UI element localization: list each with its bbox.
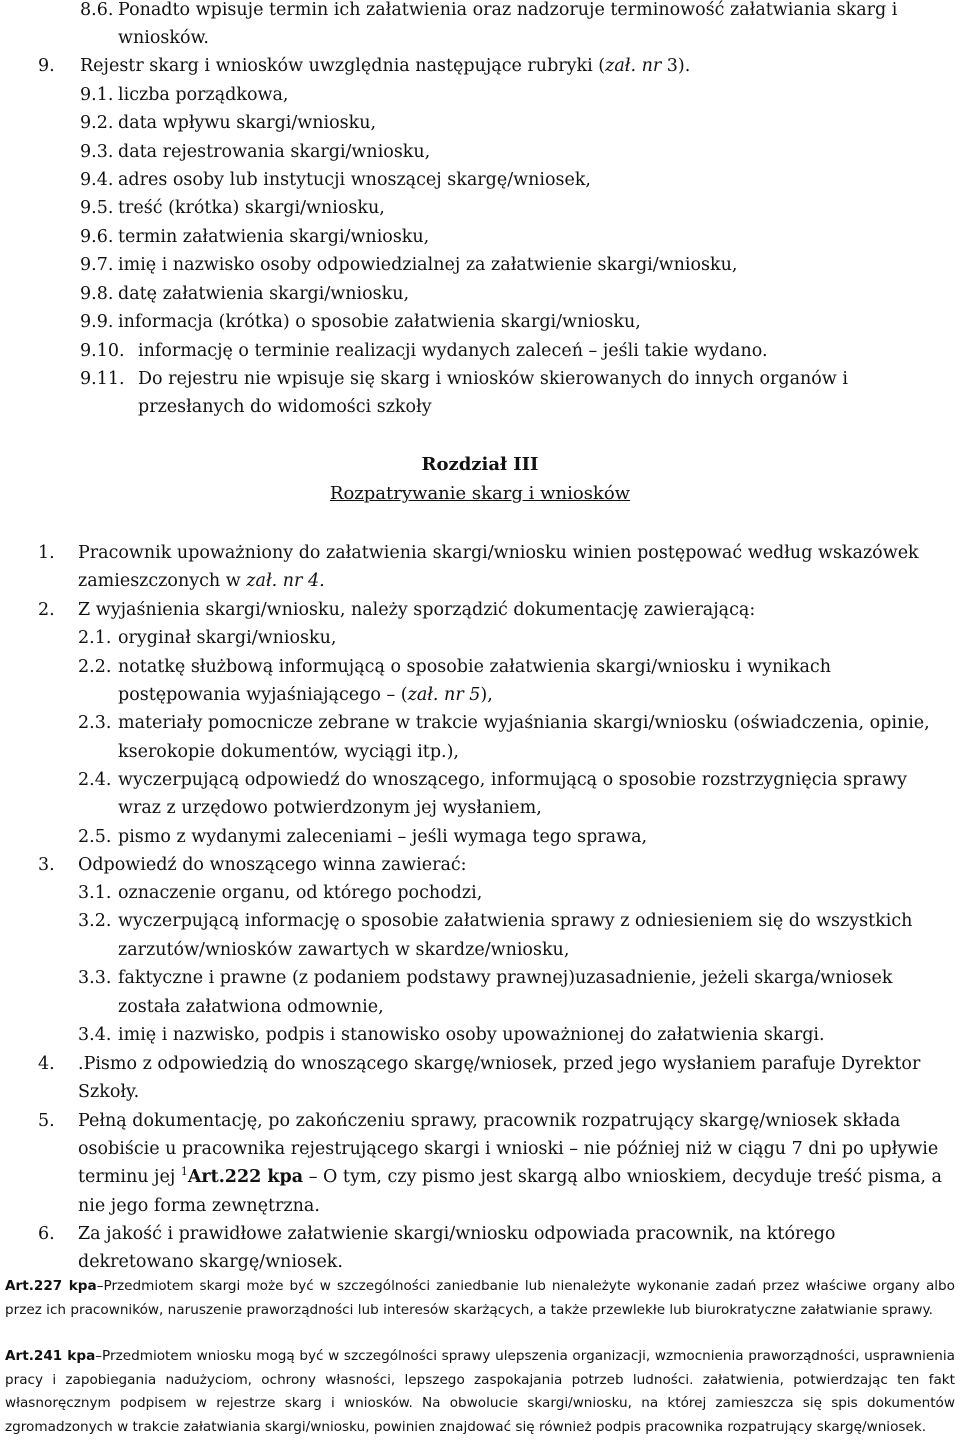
item-9-7 — [80, 251, 737, 279]
point-1 — [38, 539, 919, 567]
item-number: 9.1. — [80, 85, 114, 105]
point-6-cont — [78, 1248, 343, 1276]
item-text: informacja (krótka) o sposobie załatwienia skargi/wniosku, — [118, 312, 641, 332]
item-text: faktyczne i prawne (z podaniem podstawy prawnej)uzasadnienie, jeżeli skarga/wniosek — [118, 968, 893, 988]
item-9-9 — [80, 308, 641, 336]
point-2-4-cont — [118, 794, 542, 822]
item-text: Z wyjaśnienia skargi/wniosku, należy sporządzić dokumentację zawierającą: — [78, 600, 756, 620]
item-text: notatkę służbową informującą o sposobie załatwienia skargi/wniosku i wynikach — [118, 657, 831, 677]
item-text: treść (krótka) skargi/wniosku, — [118, 198, 385, 218]
item-text: liczba porządkowa, — [118, 85, 289, 105]
footnote-label: Art.241 kpa — [5, 1348, 96, 1364]
point-5 — [38, 1107, 900, 1135]
item-number: 9.5. — [80, 198, 114, 218]
item-text: termin załatwienia skargi/wniosku, — [118, 227, 430, 247]
item-9-11 — [80, 365, 956, 393]
item-text: została załatwiona odmownie, — [118, 997, 384, 1017]
item-9-2 — [80, 109, 376, 137]
item-number: 9. — [38, 56, 55, 76]
item-9-5 — [80, 194, 385, 222]
point-2-1 — [78, 624, 336, 652]
item-text: adres osoby lub instytucji wnoszącej skargę/wniosek, — [118, 170, 591, 190]
item-number: 2.3. — [78, 713, 112, 733]
point-3 — [38, 851, 467, 879]
item-text: Odpowiedź do wnoszącego winna zawierać: — [78, 855, 467, 875]
item-text: terminu jej $^1$Art.222 kpa – O tym, czy pismo jest skargą albo wnioskiem, decyduje treść pisma, a — [78, 1165, 942, 1187]
item-9-3 — [80, 138, 430, 166]
item-number: 3.1. — [78, 883, 112, 903]
point-2-5 — [78, 823, 647, 851]
point-3-3-cont — [118, 993, 384, 1021]
point-6 — [38, 1220, 835, 1248]
point-2-2-cont — [118, 681, 493, 709]
item-number: 2. — [38, 600, 55, 620]
point-3-2-cont — [118, 936, 569, 964]
item-number: 9.2. — [80, 113, 114, 133]
item-number: 3.4. — [78, 1025, 112, 1045]
item-text: postępowania wyjaśniającego – (zał. nr 5), — [118, 685, 493, 705]
item-number: 1. — [38, 543, 55, 563]
item-text: wniosków. — [118, 28, 209, 48]
item-9 — [38, 52, 690, 80]
item-9-1 — [80, 81, 289, 109]
item-number: 9.8. — [80, 284, 114, 304]
item-number: 8.6. — [80, 0, 114, 20]
footnote-text: –Przedmiotem skargi może być w szczególności zaniedbanie lub nienależyte wykonanie zadań przez właściwe organy albo przez ich pracowników, naruszenie praworządności lub interesów skarżących, a także przewlekłe lub biurokratyczne załatwianie sprawy. — [5, 1278, 955, 1318]
item-8-6 — [80, 0, 956, 24]
item-text: Pełną dokumentację, po zakończeniu sprawy, pracownik rozpatrujący skargę/wniosek składa — [78, 1111, 901, 1131]
item-text: przesłanych do widomości szkoły — [138, 397, 432, 417]
item-text: osobiście u pracownika rejestrującego skargi i wnioski – nie później niż w ciągu 7 dni po upływie — [78, 1139, 939, 1159]
point-3-3 — [78, 964, 956, 992]
item-number: 9.3. — [80, 142, 114, 162]
point-2-4 — [78, 766, 956, 794]
item-text: wraz z urzędowo potwierdzonym jej wysłaniem, — [118, 798, 542, 818]
item-9-6 — [80, 223, 429, 251]
point-5-cont-3 — [78, 1192, 320, 1220]
item-number: 3. — [38, 855, 55, 875]
point-3-4 — [78, 1021, 825, 1049]
item-text: dekretowano skargę/wniosek. — [78, 1252, 343, 1272]
item-text: oznaczenie organu, od którego pochodzi, — [118, 883, 483, 903]
point-5-cont-1 — [78, 1135, 938, 1163]
chapter-title: Rozdział III — [421, 454, 539, 475]
footnote-text: –Przedmiotem wniosku mogą być w szczególności sprawy ulepszenia organizacji, wzmocnienia praworządności, usprawnienia pracy i zapobiegania nadużyciom, ochrony własności, lepszego zaspokajania potrzeb ludności. załatwienia, potwierdzając ten fakt własnoręcznym podpisem w rejestrze skarg i wniosków. Na obwolucie skargi/wniosku, na której zamieszcza się spis dokumentów zgromadzonych w trakcie załatwiania skargi/wniosku, powinien znajdować się również podpis pracownika rozpatrujący skargę/wniosek. — [5, 1348, 955, 1435]
item-text: data wpływu skargi/wniosku, — [118, 113, 377, 133]
item-text: zamieszczonych w zał. nr 4. — [78, 571, 325, 591]
item-number: 9.9. — [80, 312, 114, 332]
chapter-subtitle: Rozpatrywanie skarg i wniosków — [329, 483, 631, 504]
point-4-cont — [78, 1078, 139, 1106]
item-text: Szkoły. — [78, 1082, 140, 1102]
item-number: 2.4. — [78, 770, 112, 790]
item-text: datę załatwienia skargi/wniosku, — [118, 284, 410, 304]
item-number: 9.6. — [80, 227, 114, 247]
point-1-cont — [78, 567, 325, 595]
item-number: 6. — [38, 1224, 55, 1244]
item-9-11-cont — [138, 393, 432, 421]
point-2-3 — [78, 709, 956, 737]
point-2 — [38, 596, 755, 624]
item-number: 9.10. — [80, 341, 125, 361]
item-number: 3.2. — [78, 911, 112, 931]
item-text: nie jego forma zewnętrzna. — [78, 1196, 320, 1216]
item-number: 2.5. — [78, 827, 112, 847]
item-number: 9.4. — [80, 170, 114, 190]
item-text: .Pismo z odpowiedzią do wnoszącego skargę/wniosek, przed jego wysłaniem parafuje Dyrektor — [78, 1054, 921, 1074]
item-8-6-cont — [118, 24, 209, 52]
point-4 — [38, 1050, 920, 1078]
item-number: 2.1. — [78, 628, 112, 648]
item-text: materiały pomocnicze zebrane w trakcie wyjaśniania skargi/wniosku (oświadczenia, opinie, — [118, 713, 930, 733]
item-text: kserokopie dokumentów, wyciągi itp.), — [118, 742, 459, 762]
item-text: imię i nazwisko osoby odpowiedzialnej za załatwienie skargi/wniosku, — [118, 255, 738, 275]
footnote-ref: 1 — [180, 1165, 188, 1179]
item-text: zarzutów/wniosków zawartych w skardze/wniosku, — [118, 940, 570, 960]
item-number: 3.3. — [78, 968, 112, 988]
point-2-2 — [78, 653, 956, 681]
footnote-label: Art.227 kpa — [5, 1278, 97, 1294]
item-number: 9.11. — [80, 369, 125, 389]
point-3-2 — [78, 907, 956, 935]
footnote-art-241 — [5, 1345, 955, 1439]
item-number: 4. — [38, 1054, 55, 1074]
item-number: 5. — [38, 1111, 55, 1131]
item-9-4 — [80, 166, 591, 194]
item-number: 9.7. — [80, 255, 114, 275]
item-text: pismo z wydanymi zaleceniami – jeśli wymaga tego sprawa, — [118, 827, 648, 847]
point-5-cont-2 — [78, 1163, 942, 1191]
footnote-art-227 — [5, 1275, 955, 1322]
item-text: Za jakość i prawidłowe załatwienie skargi/wniosku odpowiada pracownik, na którego — [78, 1224, 836, 1244]
item-text: informację o terminie realizacji wydanych zaleceń – jeśli takie wydano. — [138, 341, 768, 361]
point-3-1 — [78, 879, 482, 907]
item-text: Ponadto wpisuje termin ich załatwienia oraz nadzoruje terminowość załatwiania skarg i — [118, 0, 898, 20]
item-text: oryginał skargi/wniosku, — [118, 628, 337, 648]
item-9-10 — [80, 337, 768, 365]
item-text: wyczerpującą odpowiedź do wnoszącego, informującą o sposobie rozstrzygnięcia sprawy — [118, 770, 907, 790]
item-9-8 — [80, 280, 409, 308]
item-text: Rejestr skarg i wniosków uwzględnia następujące rubryki (zał. nr 3). — [80, 56, 691, 76]
item-number: 2.2. — [78, 657, 112, 677]
item-text: Pracownik upoważniony do załatwienia skargi/wniosku winien postępować według wskazówek — [78, 543, 919, 563]
item-text: Do rejestru nie wpisuje się skarg i wniosków skierowanych do innych organów i — [138, 369, 848, 389]
item-text: data rejestrowania skargi/wniosku, — [118, 142, 431, 162]
item-text: imię i nazwisko, podpis i stanowisko osoby upoważnionej do załatwienia skargi. — [118, 1025, 825, 1045]
point-2-3-cont — [118, 738, 459, 766]
item-text: wyczerpującą informację o sposobie załatwienia sprawy z odniesieniem się do wszystkich — [118, 911, 913, 931]
